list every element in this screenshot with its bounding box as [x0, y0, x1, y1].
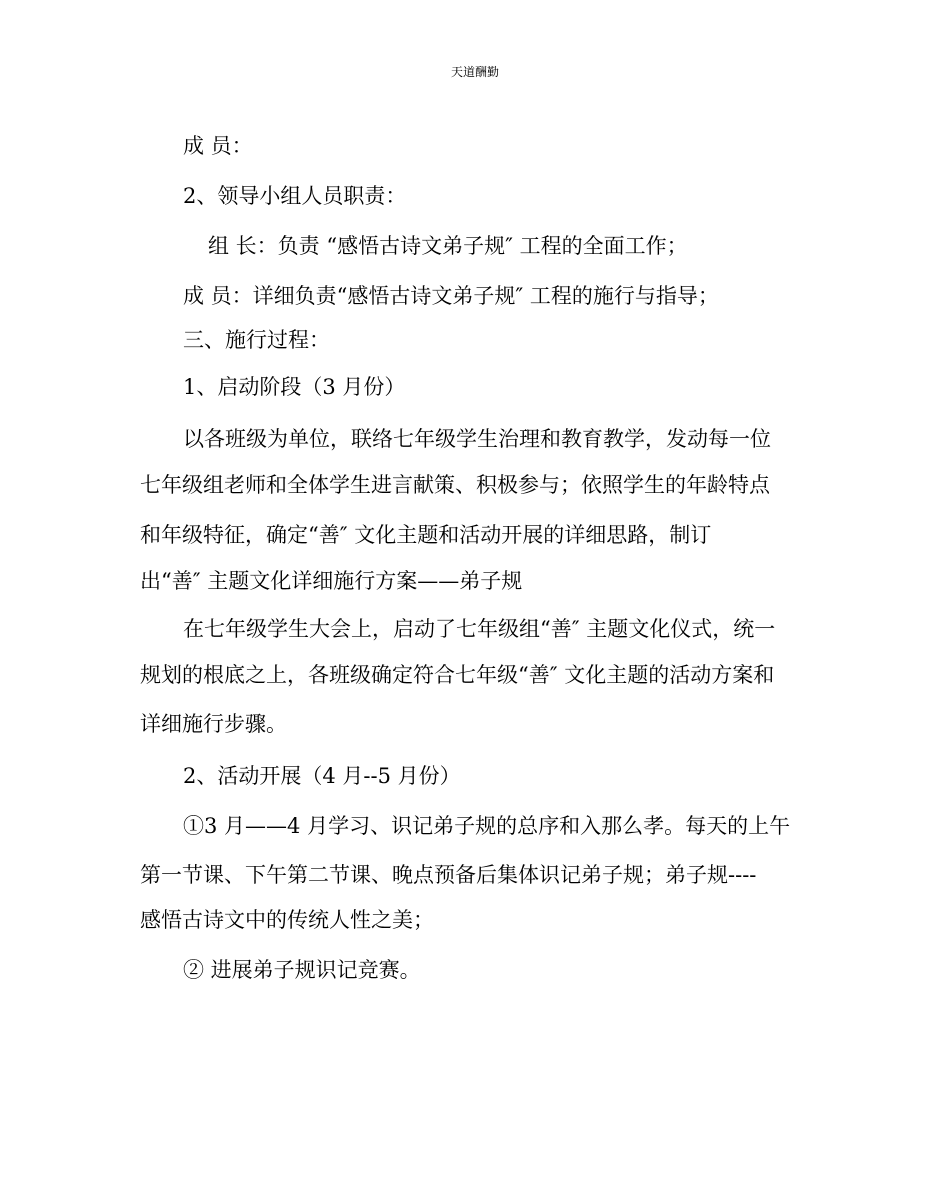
text-line: ①3 月——4 月学习、识记弟子规的总序和入那么孝。每天的上午: [183, 814, 791, 838]
text-line: 2、领导小组人员职责：: [183, 184, 407, 208]
text-line: 七年级组老师和全体学生进言献策、积极参与；依照学生的年龄特点: [140, 473, 770, 497]
text-line: 组 长：负责 “感悟古诗文弟子规″ 工程的全面工作；: [208, 234, 688, 258]
text-line: 和年级特征，确定“善″ 文化主题和活动开展的详细思路，制订: [140, 523, 712, 547]
text-line: 详细施行步骤。: [140, 712, 287, 736]
text-line: ② 进展弟子规识记竞赛。: [183, 958, 421, 982]
text-line: 成 员：详细负责“感悟古诗文弟子规″ 工程的施行与指导；: [183, 284, 719, 308]
text-line: 成 员：: [183, 134, 253, 158]
text-line: 第一节课、下午第二节课、晚点预备后集体识记弟子规；弟子规----: [140, 863, 757, 887]
text-line: 在七年级学生大会上，启动了七年级组“善″ 主题文化仪式，统一: [183, 617, 776, 641]
text-line: 出“善″ 主题文化详细施行方案——弟子规: [140, 569, 523, 593]
page-header: 天道酬勤: [450, 65, 499, 79]
text-line: 感悟古诗文中的传统人性之美；: [140, 908, 434, 932]
text-line: 2、活动开展（4 月--5 月份）: [183, 764, 461, 788]
text-line: 三、施行过程：: [183, 328, 330, 352]
text-line: 1、启动阶段（3 月份）: [183, 375, 406, 399]
text-line: 规划的根底之上，各班级确定符合七年级“善″ 文化主题的活动方案和: [140, 663, 775, 687]
text-line: 以各班级为单位，联络七年级学生治理和教育教学，发动每一位: [183, 427, 771, 451]
